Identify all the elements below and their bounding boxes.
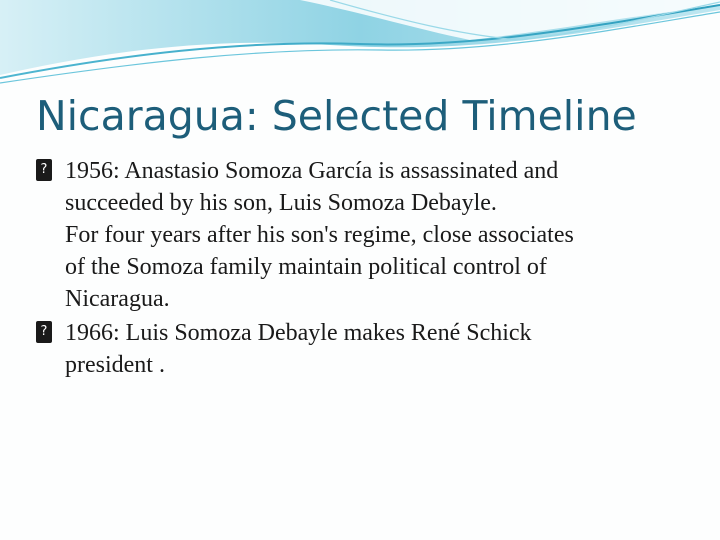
missing-glyph-icon: ? bbox=[36, 159, 52, 181]
bullet-line: Nicaragua. bbox=[65, 286, 170, 312]
bullet-item bbox=[36, 155, 676, 315]
bullet-line: 1956: Anastasio Somoza García is assassinated and bbox=[65, 158, 559, 184]
bullet-list bbox=[36, 155, 676, 383]
decorative-wave-header bbox=[0, 0, 720, 90]
missing-glyph-icon: ? bbox=[36, 321, 52, 343]
bullet-line: 1966: Luis Somoza Debayle makes René Schick bbox=[65, 320, 532, 346]
slide-title: Nicaragua: Selected Timeline bbox=[36, 92, 637, 140]
bullet-line: of the Somoza family maintain political control of bbox=[65, 254, 547, 280]
bullet-item bbox=[36, 317, 676, 381]
bullet-line: succeeded by his son, Luis Somoza Debayle. bbox=[65, 190, 497, 216]
bullet-line: president . bbox=[65, 352, 165, 378]
bullet-line: For four years after his son's regime, close associates bbox=[65, 222, 574, 248]
